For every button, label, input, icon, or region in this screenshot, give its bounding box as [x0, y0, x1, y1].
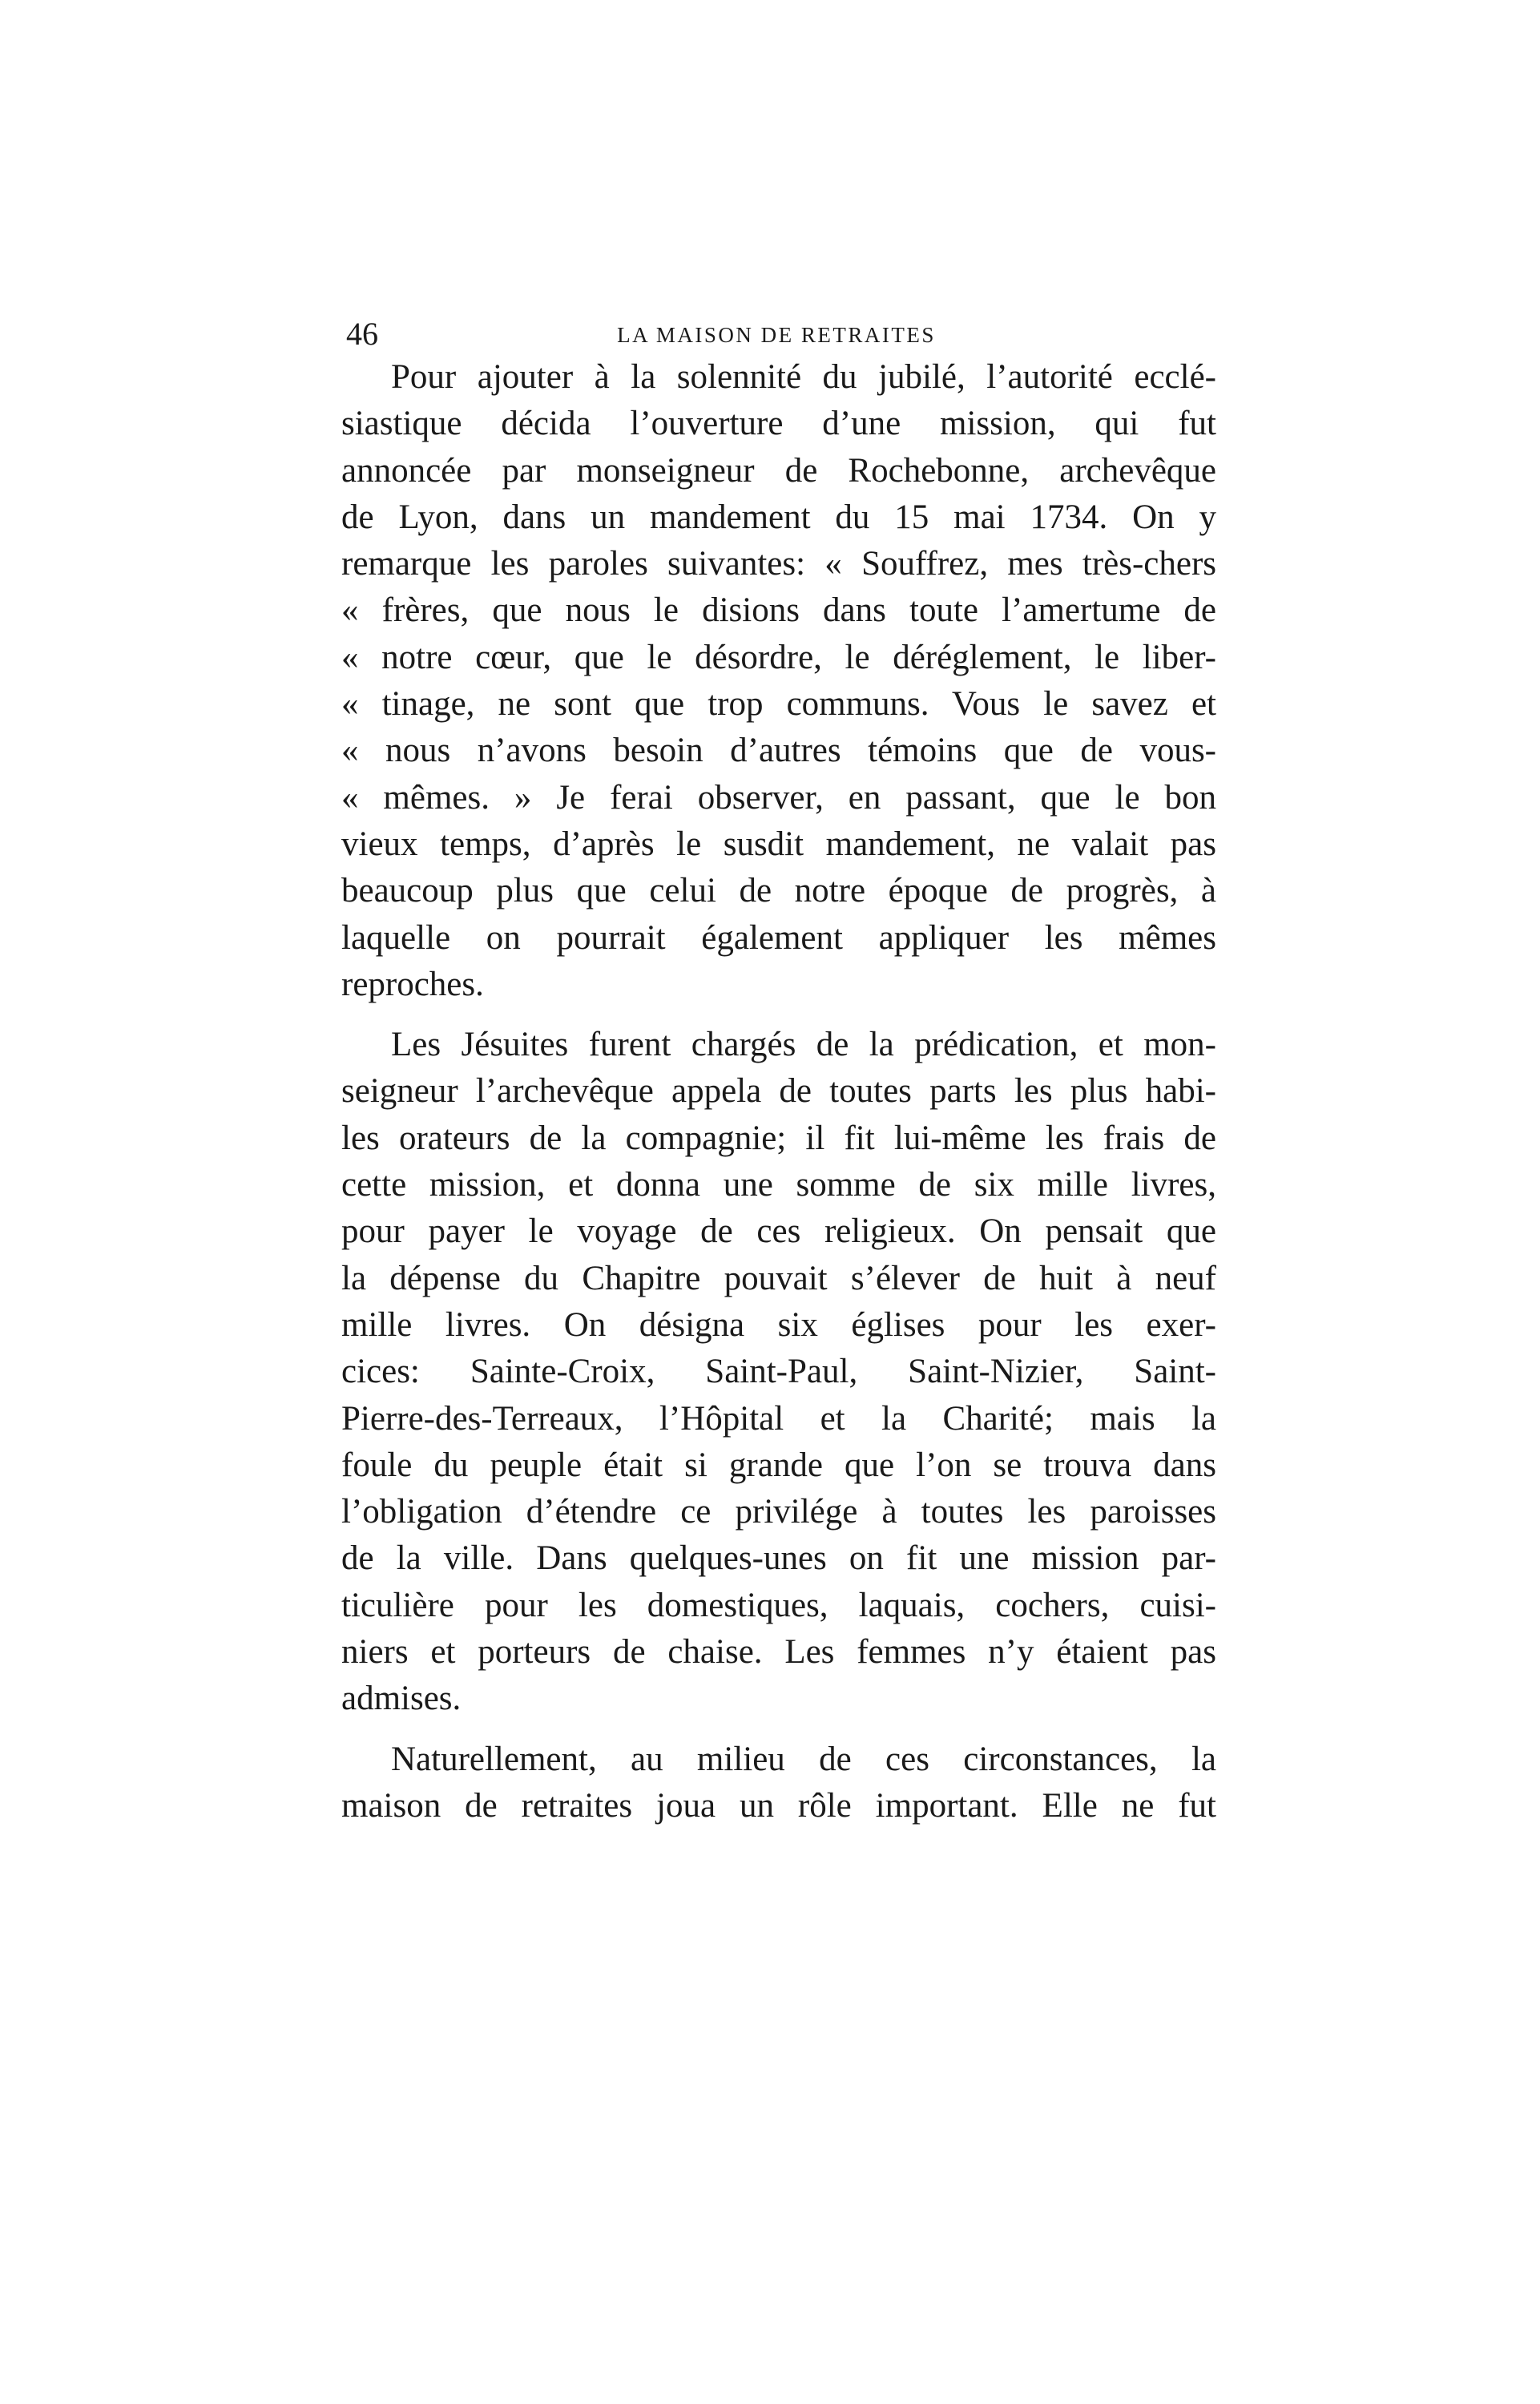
text-line: mille livres. On désigna six églises pour les exer- [341, 1305, 1216, 1344]
text-line: « tinage, ne sont que trop communs. Vous le savez et [341, 685, 1216, 724]
text-line: reproches. [341, 965, 484, 1003]
text-line: la dépense du Chapitre pouvait s’élever de huit à neuf [341, 1259, 1216, 1297]
text-line: cices: Sainte-Croix, Saint-Paul, Saint-Nizier, Saint- [341, 1353, 1216, 1391]
text-line: niers et porteurs de chaise. Les femmes n’y étaient pas [341, 1633, 1216, 1672]
text-line: admises. [341, 1680, 462, 1718]
text-line: Pour ajouter à la solennité du jubilé, l’autorité ecclé- [391, 358, 1216, 396]
text-line: maison de retraites joua un rôle important. Elle ne fut [341, 1786, 1216, 1825]
text-line: cette mission, et donna une somme de six mille livres, [341, 1166, 1216, 1204]
text-line: seigneur l’archevêque appela de toutes parts les plus habi- [341, 1072, 1216, 1111]
text-line: de la ville. Dans quelques-unes on fit une mission par- [341, 1539, 1216, 1578]
text-line: Naturellement, au milieu de ces circonstances, la [391, 1740, 1216, 1778]
text-line: pour payer le voyage de ces religieux. On pensait que [341, 1212, 1216, 1251]
paragraph [341, 1736, 1216, 1830]
text-line: remarque les paroles suivantes: « Souffrez, mes très-chers [341, 545, 1216, 583]
paragraph-gap [341, 1008, 1216, 1022]
text-line: laquelle on pourrait également appliquer les mêmes [341, 918, 1216, 957]
text-line: « frères, que nous le disions dans toute l’amertume de [341, 591, 1216, 630]
text-line: ticulière pour les domestiques, laquais, cochers, cuisi- [341, 1586, 1216, 1624]
paragraph-gap [341, 1723, 1216, 1736]
text-line: « mêmes. » Je ferai observer, en passant, que le bon [341, 778, 1216, 817]
paragraph [341, 354, 1216, 1008]
text-line: vieux temps, d’après le susdit mandement, ne valait pas [341, 825, 1216, 863]
running-header [340, 314, 1213, 354]
text-line: « notre cœur, que le désordre, le déréglement, le liber- [341, 638, 1216, 676]
text-line: foule du peuple était si grande que l’on se trouva dans [341, 1446, 1216, 1484]
text-line: beaucoup plus que celui de notre époque de progrès, à [341, 872, 1216, 910]
text-line: de Lyon, dans un mandement du 15 mai 1734. On y [341, 498, 1216, 536]
paragraph [341, 1022, 1216, 1722]
body-text [341, 354, 1216, 1829]
text-line: annoncée par monseigneur de Rochebonne, archevêque [341, 451, 1216, 490]
running-title: LA MAISON DE RETRAITES [617, 323, 936, 347]
text-line: siastique décida l’ouverture d’une mission, qui fut [341, 405, 1216, 443]
text-line: Pierre-des-Terreaux, l’Hôpital et la Charité; mais la [341, 1399, 1216, 1438]
text-line: « nous n’avons besoin d’autres témoins que de vous- [341, 732, 1216, 770]
page-number: 46 [346, 316, 378, 352]
text-line: les orateurs de la compagnie; il fit lui-même les frais de [341, 1119, 1216, 1157]
text-line: Les Jésuites furent chargés de la prédication, et mon- [391, 1026, 1216, 1064]
text-line: l’obligation d’étendre ce privilége à toutes les paroisses [341, 1493, 1216, 1531]
